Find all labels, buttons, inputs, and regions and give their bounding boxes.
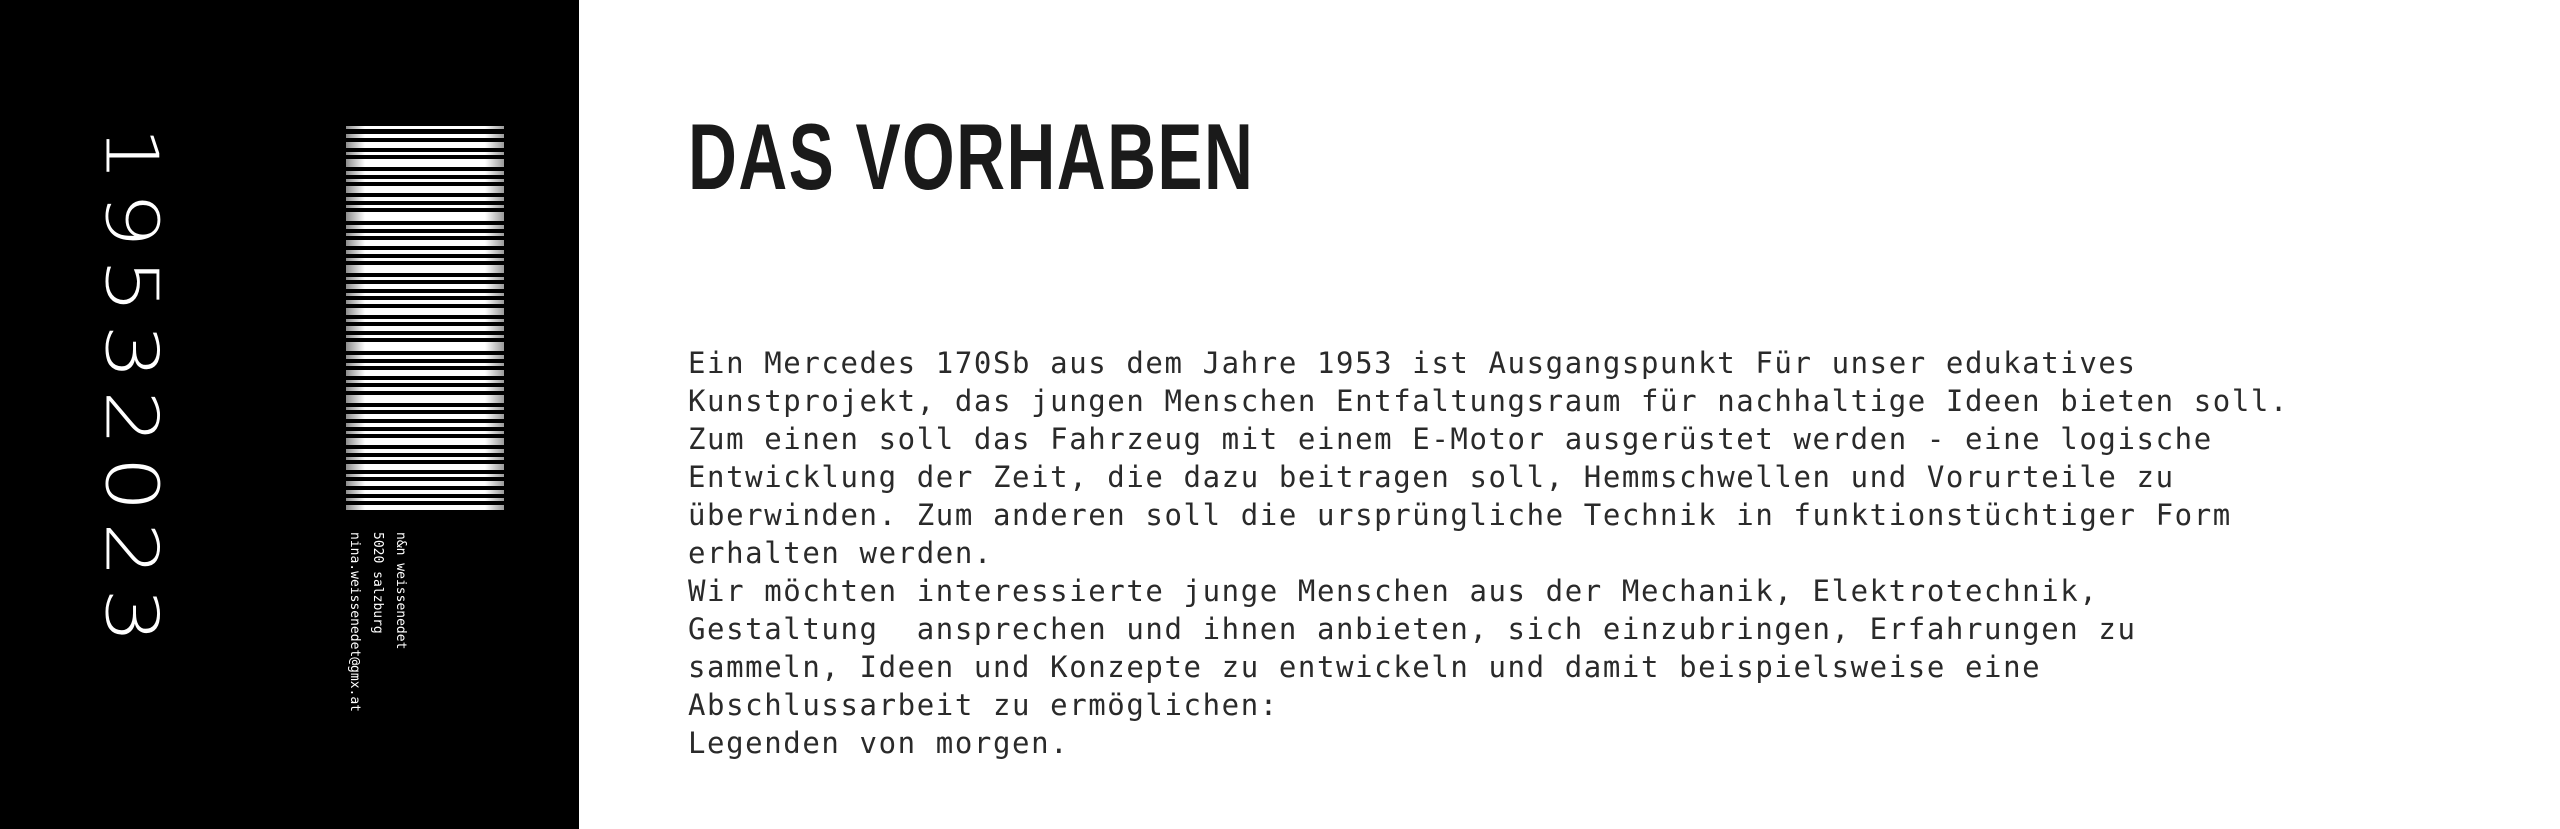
barcode-stripe <box>346 225 504 229</box>
barcode-stripe <box>346 342 504 351</box>
paragraph-line: Entwicklung der Zeit, die dazu beitragen soll, Hemmschwellen und Vorurteile zu <box>688 460 2175 494</box>
paragraph-line: Zum einen soll das Fahrzeug mit einem E-Motor ausgerüstet werden - eine logische <box>688 422 2213 456</box>
contact-block <box>344 532 414 752</box>
paragraph-line: Wir möchten interessierte junge Menschen aus der Mechanik, Elektrotechnik, <box>688 574 2099 608</box>
paragraph-line: Gestaltung ansprechen und ihnen anbieten, sich einzubringen, Erfahrungen zu <box>688 612 2137 646</box>
barcode-graphic <box>346 126 504 510</box>
barcode-stripe <box>346 464 504 470</box>
barcode-stripe <box>346 474 504 477</box>
barcode-stripe <box>346 308 504 315</box>
barcode-stripe <box>346 179 504 182</box>
barcode-stripe <box>346 423 504 427</box>
barcode-stripe <box>346 233 504 236</box>
barcode-stripe <box>346 293 504 296</box>
barcode-stripe <box>346 277 504 280</box>
barcode-stripe <box>346 250 504 254</box>
paragraph-line: überwinden. Zum anderen soll die ursprüngliche Technik in funktionstüchtiger Form <box>688 498 2232 532</box>
page-title: DAS VORHABEN <box>688 104 1255 209</box>
barcode-stripe <box>346 355 504 359</box>
main-content <box>688 0 2518 829</box>
project-description <box>688 344 2538 762</box>
barcode-stripe <box>346 438 504 445</box>
barcode-stripe <box>346 205 504 208</box>
barcode-stripe <box>346 265 504 273</box>
barcode-stripe <box>346 380 504 383</box>
barcode-stripe <box>346 370 504 376</box>
barcode-stripe <box>346 212 504 221</box>
paragraph-line: erhalten werden. <box>688 536 993 570</box>
barcode-stripe <box>346 449 504 453</box>
barcode-stripe <box>346 159 504 167</box>
year-range: 19532023 <box>89 126 174 654</box>
paragraph-line: Abschlussarbeit zu ermöglichen: <box>688 688 1279 722</box>
barcode-stripe <box>346 186 504 193</box>
contact-email: nina.weissenedet@gmx.at <box>347 532 362 713</box>
paragraph-line: sammeln, Ideen und Konzepte zu entwickeln und damit beispielsweise eine <box>688 650 2042 684</box>
barcode-stripe <box>346 395 504 403</box>
barcode-stripe <box>346 335 504 338</box>
barcode-stripe <box>346 490 504 494</box>
barcode-stripe <box>346 498 504 501</box>
barcode-stripe <box>346 152 504 155</box>
barcode-stripe <box>346 240 504 246</box>
barcode-stripe <box>346 414 504 419</box>
barcode-stripe <box>346 387 504 391</box>
barcode-stripe <box>346 171 504 175</box>
sidebar-panel <box>0 0 579 829</box>
barcode-stripe <box>346 134 504 138</box>
barcode-stripe <box>346 363 504 366</box>
barcode-stripe <box>346 300 504 304</box>
paragraph-line: Ein Mercedes 170Sb aus dem Jahre 1953 ist Ausgangspunkt Für unser edukatives <box>688 346 2137 380</box>
barcode-stripe <box>346 326 504 331</box>
barcode-stripe <box>346 284 504 289</box>
barcode-stripe <box>346 481 504 486</box>
barcode-stripe <box>346 505 504 510</box>
barcode-stripe <box>346 126 504 129</box>
barcode-stripe <box>346 197 504 201</box>
barcode-stripe <box>346 431 504 434</box>
contact-city: 5020 salzburg <box>370 532 385 634</box>
contact-name: n&n weissenedet <box>393 532 408 650</box>
barcode-stripe <box>346 142 504 148</box>
paragraph-line: Legenden von morgen. <box>688 726 1070 760</box>
barcode-stripe <box>346 258 504 261</box>
barcode-stripe <box>346 407 504 410</box>
paragraph-line: Kunstprojekt, das jungen Menschen Entfaltungsraum für nachhaltige Ideen bieten soll. <box>688 384 2289 418</box>
barcode-stripe <box>346 319 504 322</box>
barcode-stripe <box>346 457 504 460</box>
